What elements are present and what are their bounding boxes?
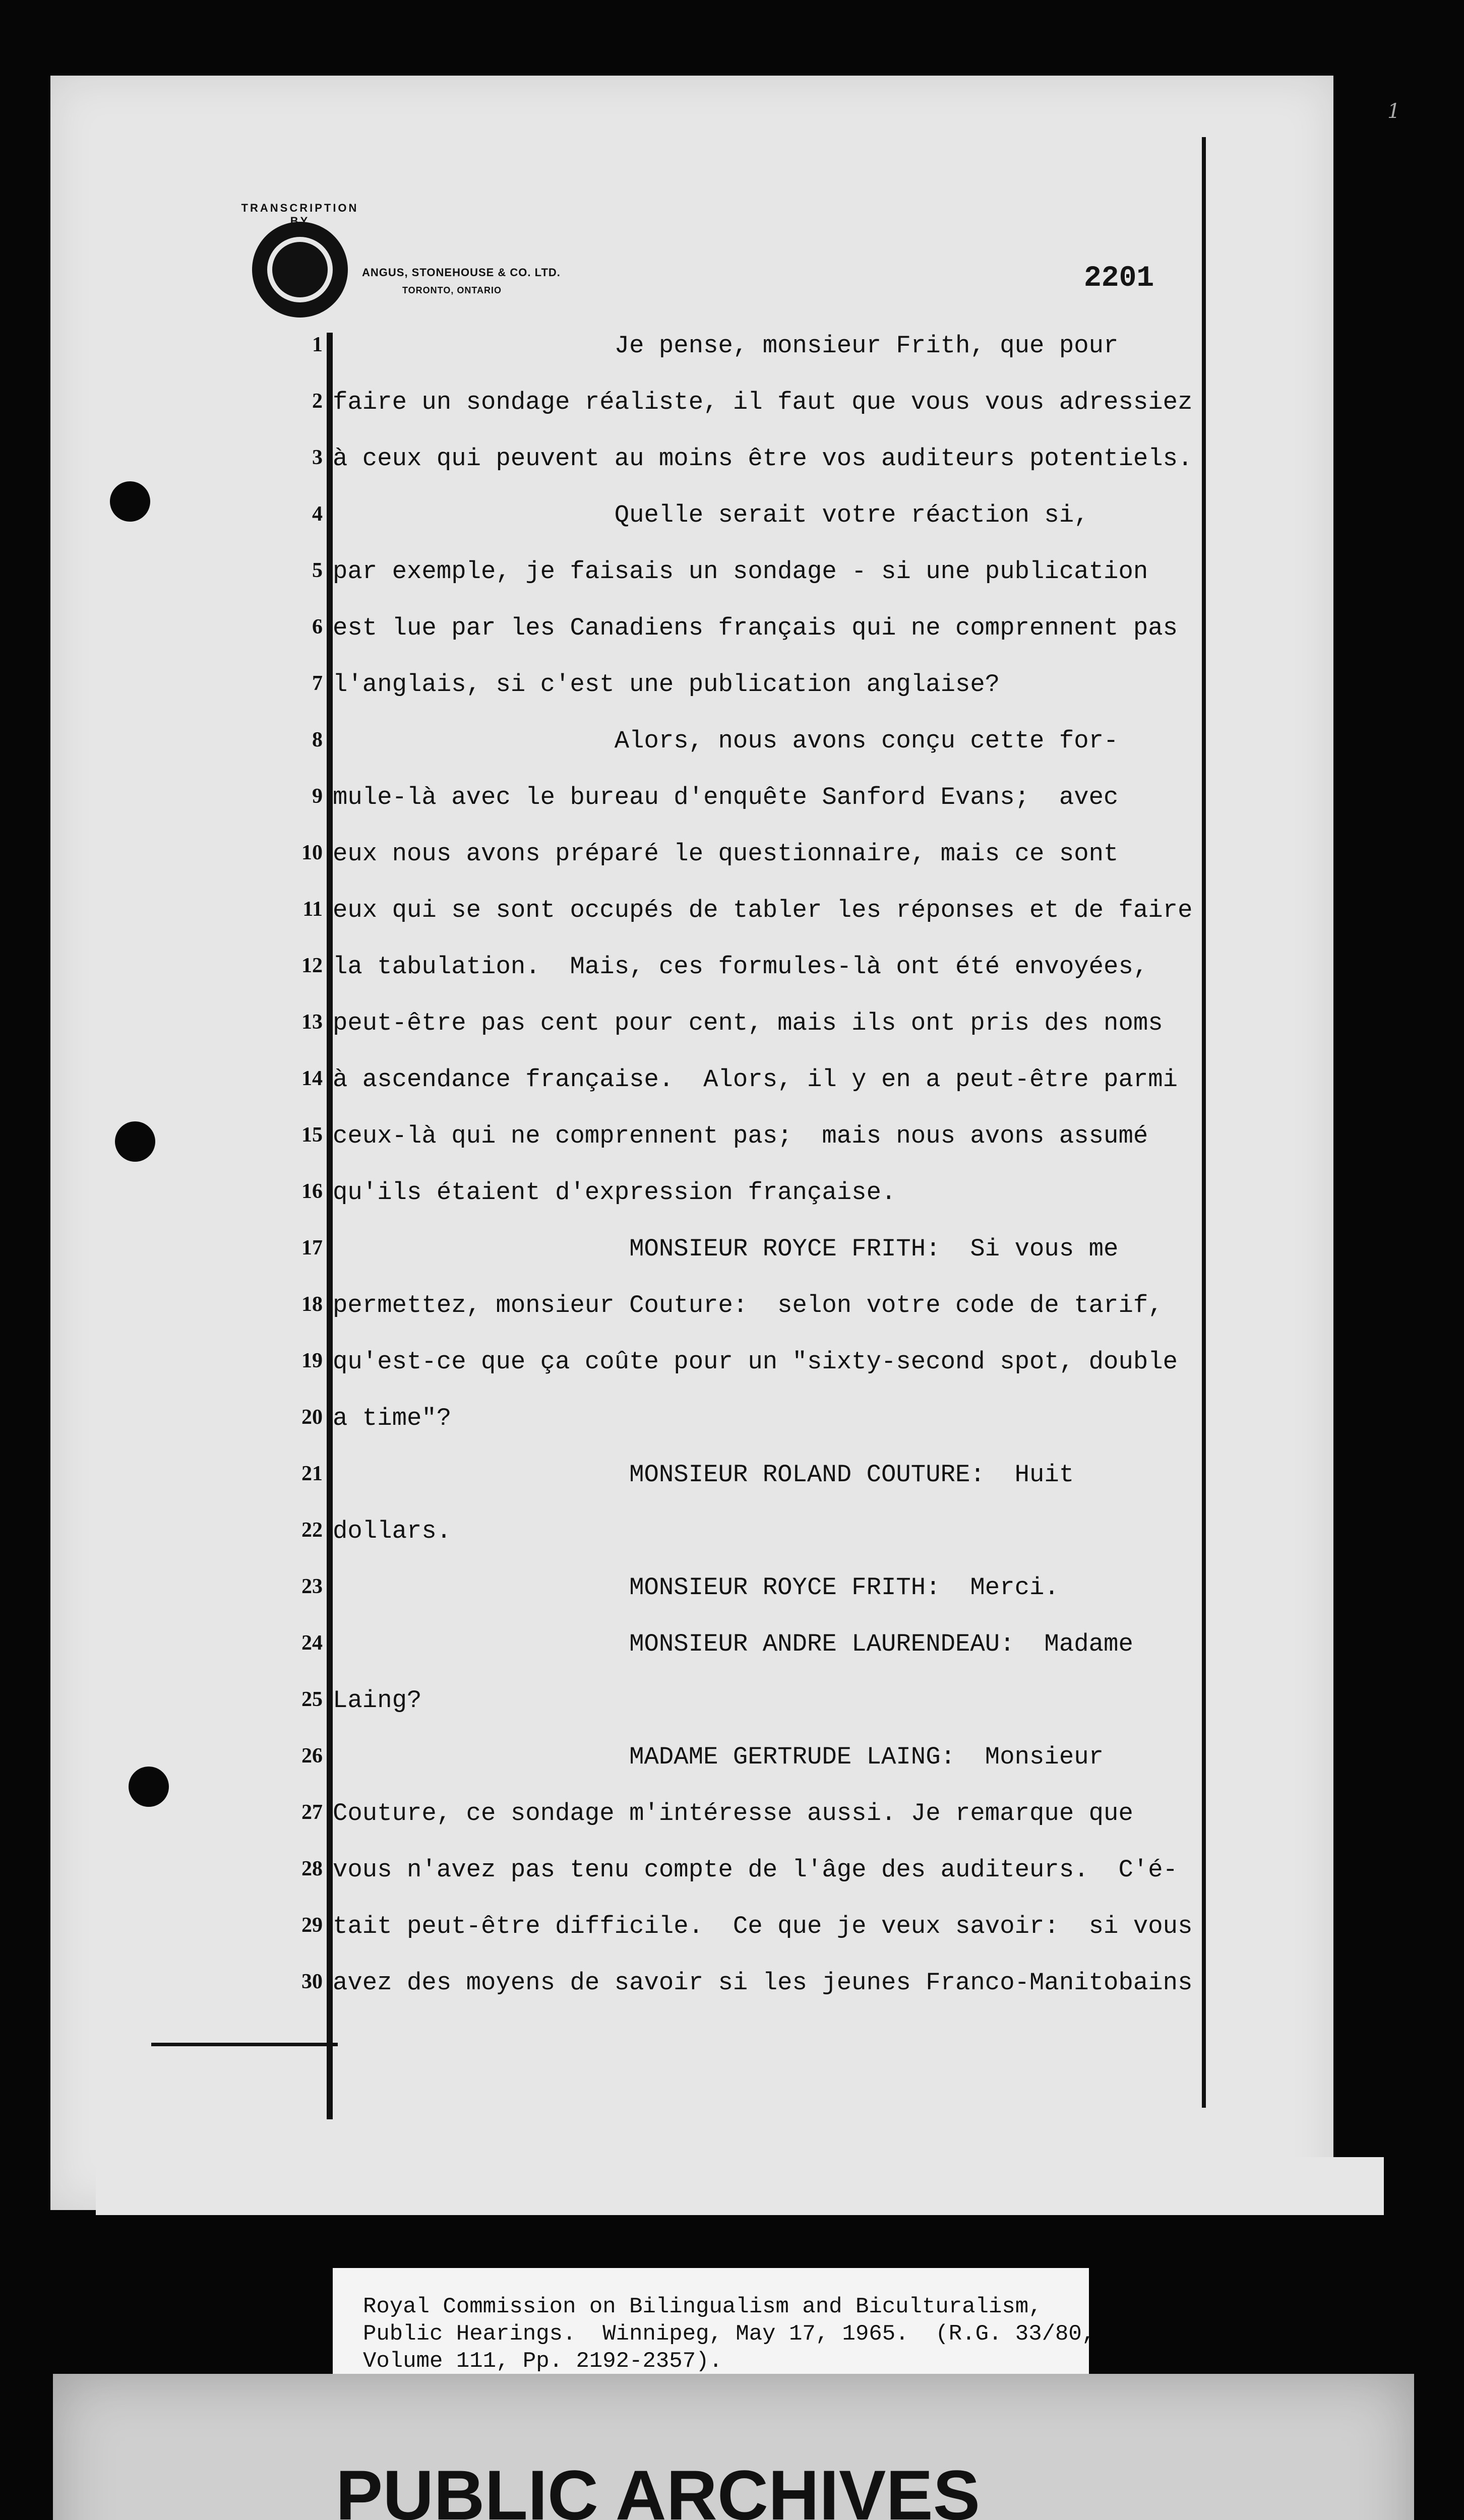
line-number: 21	[301, 1462, 323, 1485]
punch-hole	[110, 481, 150, 522]
transcript-line: vous n'avez pas tenu compte de l'âge des auditeurs. C'é-	[333, 1856, 1178, 1884]
transcript-line: à ceux qui peuvent au moins être vos auditeurs potentiels.	[333, 445, 1193, 473]
line-number: 2	[312, 390, 323, 413]
line-number: 14	[301, 1067, 323, 1090]
seal-text: TRANSCRIPTION BY	[241, 202, 359, 227]
transcript-line: Laing?	[333, 1686, 422, 1715]
transcript-line: Couture, ce sondage m'intéresse aussi. Je remarque que	[333, 1799, 1133, 1828]
archives-title-en: PUBLIC ARCHIVES	[335, 2455, 981, 2520]
line-number: 15	[301, 1123, 323, 1147]
transcript-line: ceux-là qui ne comprennent pas; mais nous avons assumé	[333, 1122, 1148, 1150]
line-number: 16	[301, 1180, 323, 1203]
line-number: 13	[301, 1011, 323, 1034]
page-lower-edge	[96, 2157, 1384, 2215]
line-number: 9	[312, 785, 323, 808]
transcript-line: l'anglais, si c'est une publication anglaise?	[333, 670, 1000, 699]
punch-hole	[129, 1767, 169, 1807]
line-number: 4	[312, 502, 323, 526]
transcript-line: dollars.	[333, 1517, 452, 1545]
transcript-line: qu'est-ce que ça coûte pour un "sixty-second spot, double	[333, 1348, 1178, 1376]
transcript-line: par exemple, je faisais un sondage - si une publication	[333, 557, 1148, 586]
transcript-line: permettez, monsieur Couture: selon votre code de tarif,	[333, 1291, 1163, 1319]
transcript-line: tait peut-être difficile. Ce que je veux savoir: si vous	[333, 1912, 1193, 1940]
line-number: 12	[301, 954, 323, 977]
line-number: 24	[301, 1631, 323, 1655]
line-number: 19	[301, 1349, 323, 1372]
citation-line: Royal Commission on Bilingualism and Biculturalism,	[363, 2294, 1042, 2319]
line-number: 26	[301, 1744, 323, 1768]
citation-line: Volume 111, Pp. 2192-2357).	[363, 2349, 722, 2374]
transcript-line: avez des moyens de savoir si les jeunes Franco-Manitobains	[333, 1969, 1193, 1997]
transcript-line: est lue par les Canadiens français qui ne comprennent pas	[333, 614, 1178, 642]
transcript-line: la tabulation. Mais, ces formules-là ont été envoyées,	[333, 953, 1148, 981]
bottom-stub-rule	[151, 2043, 338, 2046]
transcription-seal-logo	[241, 202, 359, 318]
corner-mark: 1	[1387, 100, 1400, 123]
transcript-line: MADAME GERTRUDE LAING: Monsieur	[333, 1743, 1104, 1771]
transcript-text	[333, 332, 1240, 2025]
line-number: 1	[312, 333, 323, 356]
transcript-line: mule-là avec le bureau d'enquête Sanford Evans; avec	[333, 783, 1119, 811]
line-number: 5	[312, 559, 323, 582]
line-number-column	[262, 333, 323, 2026]
line-number: 11	[302, 898, 323, 921]
transcript-line: MONSIEUR ROYCE FRITH: Si vous me	[333, 1235, 1119, 1263]
line-number: 20	[301, 1406, 323, 1429]
line-number: 23	[301, 1575, 323, 1598]
transcript-line: MONSIEUR ROLAND COUTURE: Huit	[333, 1461, 1074, 1489]
transcript-line: qu'ils étaient d'expression française.	[333, 1178, 896, 1207]
company-city: TORONTO, ONTARIO	[402, 285, 502, 295]
left-margin-rule	[327, 333, 333, 2119]
citation-line: Public Hearings. Winnipeg, May 17, 1965. (R.G. 33/80,	[363, 2321, 1095, 2347]
transcript-line: eux qui se sont occupés de tabler les réponses et de faire	[333, 896, 1193, 924]
line-number: 29	[301, 1914, 323, 1937]
line-number: 3	[312, 446, 323, 469]
line-number: 27	[301, 1801, 323, 1824]
transcript-line: faire un sondage réaliste, il faut que vous vous adressiez	[333, 388, 1193, 416]
line-number: 17	[301, 1236, 323, 1259]
transcript-line: Quelle serait votre réaction si,	[333, 501, 1089, 529]
line-number: 8	[312, 728, 323, 751]
company-name: ANGUS, STONEHOUSE & CO. LTD.	[362, 266, 561, 279]
transcript-line: eux nous avons préparé le questionnaire, mais ce sont	[333, 840, 1119, 868]
line-number: 10	[301, 841, 323, 864]
line-number: 7	[312, 672, 323, 695]
transcript-line: peut-être pas cent pour cent, mais ils ont pris des noms	[333, 1009, 1163, 1037]
line-number: 28	[301, 1857, 323, 1880]
line-number: 30	[301, 1970, 323, 1993]
transcript-line: Je pense, monsieur Frith, que pour	[333, 332, 1119, 360]
citation-label	[333, 2268, 1095, 2378]
archives-stamp	[53, 2374, 1414, 2520]
page-number: 2201	[1084, 262, 1154, 295]
transcript-line: MONSIEUR ANDRE LAURENDEAU: Madame	[333, 1630, 1133, 1658]
punch-hole	[115, 1121, 155, 1162]
seal-ring	[267, 237, 333, 302]
line-number: 22	[301, 1519, 323, 1542]
transcript-line: a time"?	[333, 1404, 452, 1432]
transcript-line: Alors, nous avons conçu cette for-	[333, 727, 1119, 755]
line-number: 6	[312, 615, 323, 639]
line-number: 18	[301, 1293, 323, 1316]
transcript-line: à ascendance française. Alors, il y en a peut-être parmi	[333, 1065, 1178, 1094]
transcript-line: MONSIEUR ROYCE FRITH: Merci.	[333, 1573, 1059, 1602]
line-number: 25	[301, 1688, 323, 1711]
